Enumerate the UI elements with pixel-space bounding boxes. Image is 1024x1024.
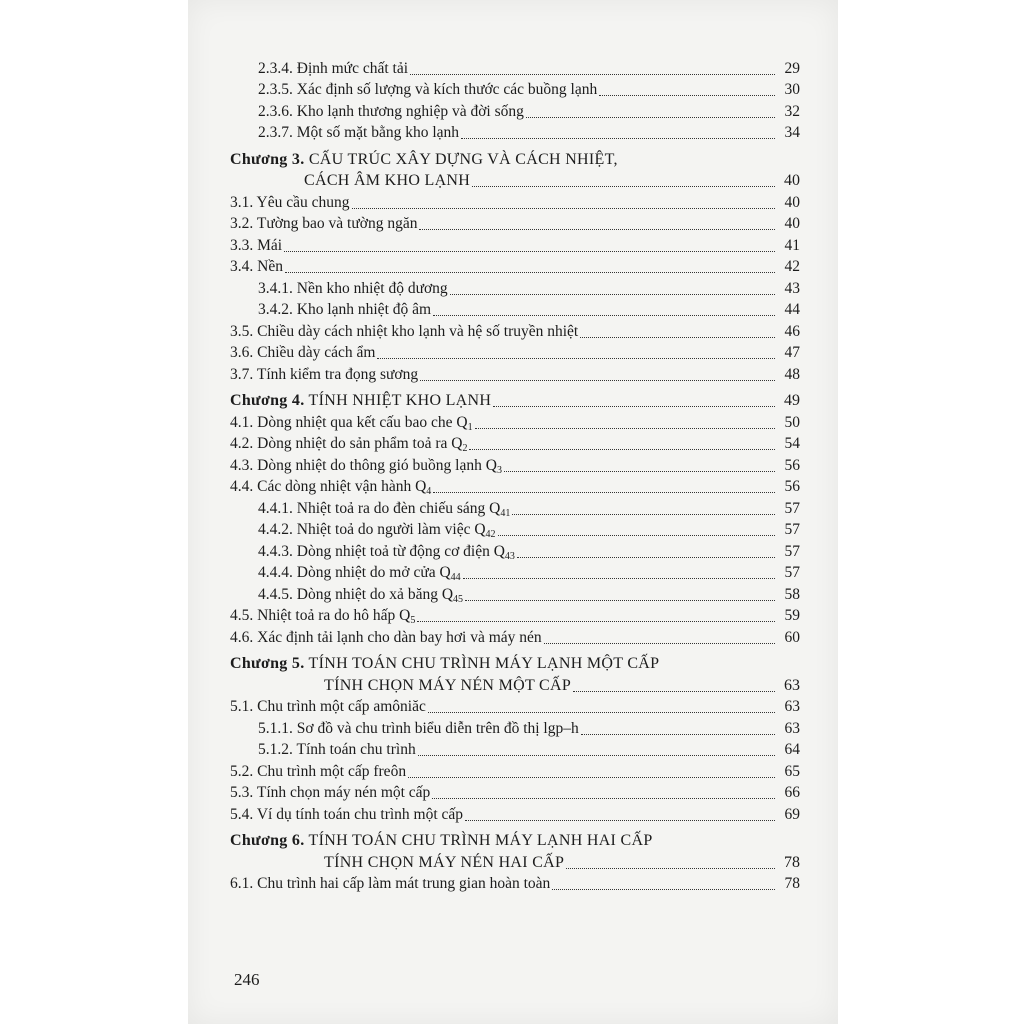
toc-entry: [230, 319, 800, 341]
dot-leader: [469, 449, 775, 450]
chapter-title: TÍNH TOÁN CHU TRÌNH MÁY LẠNH HAI CẤP: [304, 832, 653, 849]
toc-entry: [230, 759, 800, 781]
toc-entry-subscript: 43: [504, 550, 515, 562]
toc-entry: [230, 625, 800, 647]
dot-leader: [552, 889, 775, 890]
toc-entry-subscript: 45: [453, 593, 464, 605]
toc-entry: [230, 190, 800, 212]
toc-entry-title: 2.3.5. Xác định số lượng và kích thước các buồng lạnh: [258, 81, 598, 98]
dot-leader: [410, 74, 775, 75]
toc-entry: [230, 56, 800, 78]
dot-leader: [285, 272, 775, 273]
toc-entry-title: TÍNH CHỌN MÁY NÉN MỘT CẤP: [324, 676, 572, 694]
toc-entry: [230, 518, 800, 540]
toc-chapter-heading: [230, 829, 800, 851]
toc-entry-title: 3.6. Chiều dày cách ẩm: [230, 344, 376, 361]
toc-entry: [230, 99, 800, 121]
chapter-label: Chương 6.: [230, 832, 305, 849]
toc-entry: [230, 121, 800, 143]
toc-entry: [230, 496, 800, 518]
dot-leader: [418, 755, 775, 756]
toc-page-number: 56: [784, 456, 800, 474]
toc-page-number: 50: [784, 413, 800, 431]
toc-page-number: 57: [784, 521, 800, 538]
toc-chapter-heading: [230, 652, 800, 674]
toc-page-number: 57: [784, 542, 800, 560]
toc-entry-title: 3.4.2. Kho lạnh nhiệt độ âm: [258, 301, 432, 318]
toc-page-number: 58: [784, 585, 800, 603]
toc-entry-title: 5.4. Ví dụ tính toán chu trình một cấp: [230, 805, 464, 823]
chapter-label: Chương 5.: [230, 655, 305, 672]
toc-entry-subscript: 41: [500, 507, 511, 519]
toc-entry-title: 3.4. Nền: [230, 258, 283, 275]
toc-entry: [230, 738, 800, 760]
page-number: 246: [234, 970, 260, 989]
toc-entry-subscript: 2: [462, 443, 468, 454]
dot-leader: [580, 337, 775, 338]
chapter-title: CẤU TRÚC XÂY DỰNG VÀ CÁCH NHIỆT,: [304, 150, 618, 168]
book-page: [188, 0, 838, 1024]
toc-entry: [230, 362, 800, 384]
toc-entry-title: 2.3.7. Một số mặt bằng kho lạnh: [258, 124, 460, 141]
toc-entry-title: 4.6. Xác định tải lạnh cho dàn bay hơi và máy nén: [230, 628, 542, 646]
toc-page-number: 65: [784, 762, 800, 780]
toc-entry: [230, 432, 800, 454]
toc-page-number: 57: [784, 499, 800, 517]
toc-page-number: 48: [784, 365, 800, 383]
toc-entry: [230, 604, 800, 626]
dot-leader: [504, 471, 775, 472]
toc-page-number: 63: [784, 676, 800, 694]
dot-leader: [433, 315, 775, 316]
toc-entry: [230, 276, 800, 298]
dot-leader: [475, 428, 775, 429]
toc-entry: [230, 781, 800, 803]
dot-leader: [517, 557, 775, 558]
dot-leader: [420, 380, 775, 381]
toc-page-number: 47: [784, 344, 800, 361]
dot-leader: [512, 514, 775, 515]
toc-page-number: 42: [784, 258, 800, 275]
dot-leader: [417, 621, 775, 622]
dot-leader: [377, 358, 775, 359]
toc-chapter-heading-continued: [230, 673, 800, 695]
toc-entry: [230, 212, 800, 234]
dot-leader: [463, 578, 775, 579]
toc-entry-title: 3.2. Tường bao và tường ngăn: [230, 215, 418, 232]
toc-entry: [230, 561, 800, 583]
toc-page-number: 63: [784, 698, 800, 715]
dot-leader: [599, 95, 775, 96]
toc-entry-title: TÍNH CHỌN MÁY NÉN HAI CẤP: [324, 853, 565, 871]
dot-leader: [566, 868, 775, 869]
toc-entry-title: 5.3. Tính chọn máy nén một cấp: [230, 784, 431, 801]
toc-page-number: 34: [784, 124, 800, 141]
toc-entry: [230, 453, 800, 475]
toc-entry-title: 4.4.3. Dòng nhiệt toả từ động cơ điện Q: [258, 542, 505, 560]
dot-leader: [408, 777, 775, 778]
toc-page-number: 40: [784, 172, 800, 189]
dot-leader: [428, 712, 775, 713]
toc-entry-subscript: 1: [467, 421, 473, 433]
chapter-title: TÍNH NHIỆT KHO LẠNH: [304, 392, 492, 409]
toc-entry: [230, 716, 800, 738]
toc-chapter-heading: [230, 389, 800, 411]
toc-page-number: 63: [784, 719, 800, 737]
toc-page-number: 40: [784, 215, 800, 232]
toc-entry-title: 5.1. Chu trình một cấp amôniăc: [230, 698, 426, 715]
toc-entry-subscript: 3: [496, 464, 502, 476]
toc-entry-title: 3.4.1. Nền kho nhiệt độ dương: [258, 279, 448, 297]
toc-page-number: 64: [784, 741, 800, 758]
toc-page-number: 40: [784, 193, 800, 211]
toc-entry-title: 3.3. Mái: [230, 236, 283, 254]
toc-entry-title: 4.4.2. Nhiệt toả do người làm việc Q: [258, 521, 486, 538]
toc-entry-title: CÁCH ÂM KHO LẠNH: [304, 172, 471, 189]
dot-leader: [526, 117, 775, 118]
toc-page-number: 59: [784, 607, 800, 624]
dot-leader: [581, 734, 775, 735]
toc-entry-title: 2.3.4. Định mức chất tải: [258, 59, 409, 77]
toc-entry-title: 4.4.5. Dòng nhiệt do xả băng Q: [258, 585, 454, 603]
toc-page-number: 30: [784, 81, 800, 98]
toc-entry-title: 4.2. Dòng nhiệt do sản phẩm toả ra Q: [230, 435, 463, 452]
toc-entry: [230, 410, 800, 432]
toc-entry: [230, 475, 800, 497]
toc-entry: [230, 582, 800, 604]
chapter-title: TÍNH TOÁN CHU TRÌNH MÁY LẠNH MỘT CẤP: [304, 655, 660, 672]
toc-entry-title: 4.1. Dòng nhiệt qua kết cấu bao che Q: [230, 413, 468, 431]
dot-leader: [432, 798, 775, 799]
toc-entry-title: 3.5. Chiều dày cách nhiệt kho lạnh và hệ số truyền nhiệt: [230, 322, 579, 340]
toc-page-number: 54: [784, 435, 800, 452]
toc-entry-title: 5.2. Chu trình một cấp freôn: [230, 762, 407, 780]
dot-leader: [461, 138, 775, 139]
toc-entry-subscript: 5: [410, 615, 416, 626]
toc-entry-title: 4.5. Nhiệt toả ra do hô hấp Q: [230, 607, 411, 624]
dot-leader: [493, 406, 775, 407]
toc-page-number: 78: [784, 875, 800, 892]
toc-page-number: 44: [784, 301, 800, 318]
dot-leader: [465, 600, 775, 601]
chapter-label: Chương 4.: [230, 392, 305, 409]
toc-page-number: 56: [784, 478, 800, 495]
toc-entry-subscript: 44: [450, 572, 461, 583]
toc-page-number: 78: [784, 853, 800, 871]
toc-entry-title: 6.1. Chu trình hai cấp làm mát trung gian hoàn toàn: [230, 875, 551, 892]
toc-chapter-heading: [230, 147, 800, 169]
dot-leader: [450, 294, 775, 295]
toc-entry-title: 5.1.2. Tính toán chu trình: [258, 741, 416, 758]
toc-entry-subscript: 42: [485, 529, 496, 540]
dot-leader: [419, 229, 775, 230]
toc-page-number: 29: [784, 59, 800, 77]
toc-entry: [230, 695, 800, 717]
dot-leader: [284, 251, 775, 252]
toc-page-number: 60: [784, 628, 800, 646]
dot-leader: [544, 643, 775, 644]
table-of-contents: [230, 56, 800, 893]
toc-entry: [230, 341, 800, 363]
toc-entry: [230, 233, 800, 255]
toc-chapter-heading-continued: [230, 850, 800, 872]
toc-entry-title: 4.4.4. Dòng nhiệt do mở cửa Q: [258, 564, 451, 581]
toc-entry: [230, 872, 800, 894]
toc-entry-title: 4.4.1. Nhiệt toả ra do đèn chiếu sáng Q: [258, 499, 501, 517]
dot-leader: [352, 208, 775, 209]
toc-entry: [230, 539, 800, 561]
toc-page-number: 49: [784, 392, 800, 409]
toc-page-number: 69: [784, 805, 800, 823]
dot-leader: [573, 691, 775, 692]
toc-page-number: 32: [784, 102, 800, 120]
toc-page-number: 66: [784, 784, 800, 801]
toc-entry-title: 2.3.6. Kho lạnh thương nghiệp và đời sống: [258, 102, 524, 120]
toc-page-number: 46: [784, 322, 800, 340]
toc-entry-title: 3.7. Tính kiểm tra đọng sương: [230, 365, 419, 383]
toc-entry-subscript: 4: [426, 486, 432, 497]
toc-chapter-heading-continued: [230, 169, 800, 191]
toc-page-number: 57: [784, 564, 800, 581]
toc-entry-title: 3.1. Yêu cầu chung: [230, 193, 350, 211]
toc-entry: [230, 298, 800, 320]
toc-entry-title: 5.1.1. Sơ đồ và chu trình biểu diễn trên đồ thị lgp–h: [258, 719, 579, 737]
toc-entry-title: 4.3. Dòng nhiệt do thông gió buồng lạnh Q: [230, 456, 497, 474]
toc-entry: [230, 78, 800, 100]
toc-page-number: 43: [784, 279, 800, 297]
toc-entry: [230, 255, 800, 277]
dot-leader: [465, 820, 775, 821]
chapter-label: Chương 3.: [230, 150, 305, 168]
toc-entry-title: 4.4. Các dòng nhiệt vận hành Q: [230, 478, 427, 495]
dot-leader: [472, 186, 775, 187]
dot-leader: [433, 492, 775, 493]
toc-page-number: 41: [784, 236, 800, 254]
toc-entry: [230, 802, 800, 824]
dot-leader: [498, 535, 775, 536]
